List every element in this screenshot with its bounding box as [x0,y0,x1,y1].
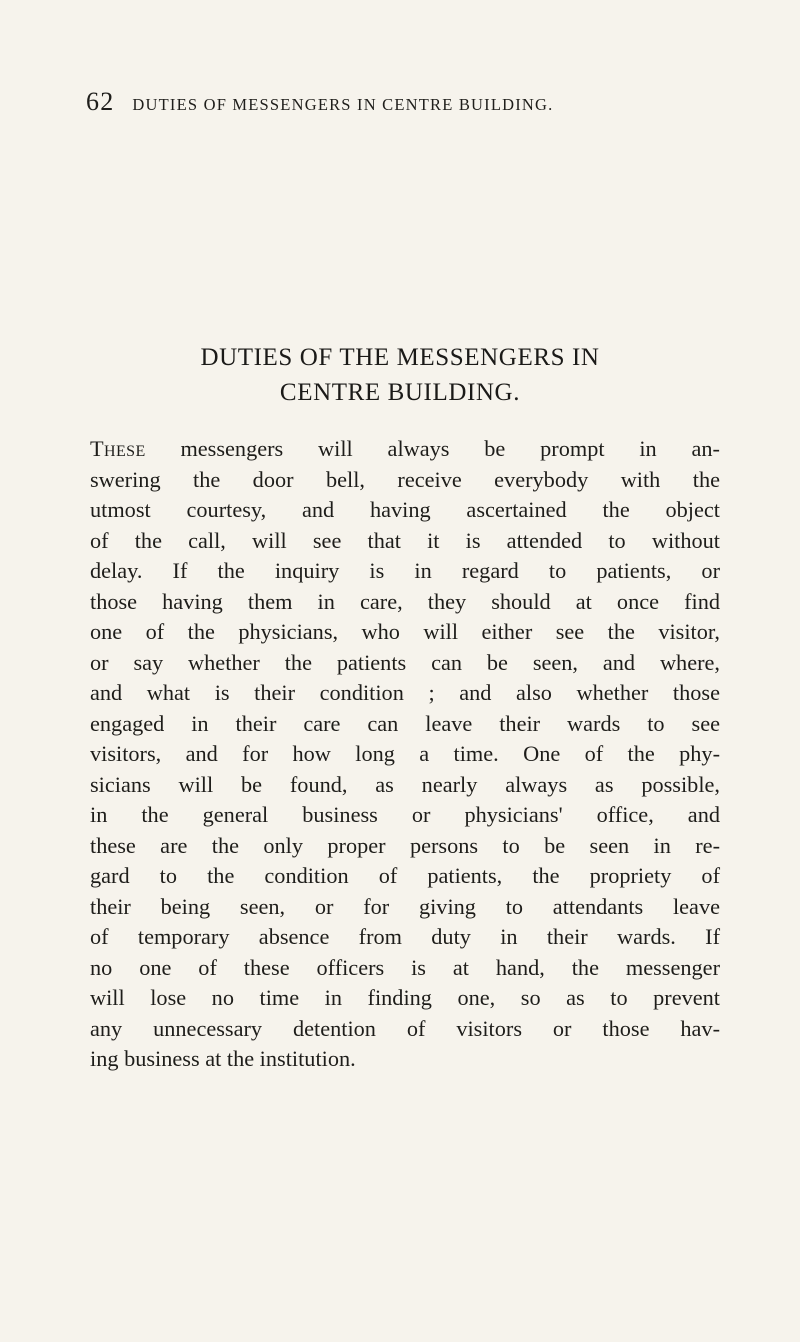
paragraph-line: and what is their condition ; and also whether those [90,680,720,705]
paragraph-line: engaged in their care can leave their wards to see [90,710,720,736]
paragraph-line: utmost courtesy, and having ascertained the object [90,497,720,522]
paragraph-line: any unnecessary detention of visitors or those hav- [90,1015,720,1041]
chapter-heading [120,340,680,410]
paragraph-line [90,434,720,465]
paragraph-line: ing business at the institution. [90,1046,356,1071]
paragraph-line: of temporary absence from duty in their wards. If [90,924,720,949]
page-number: 62 [86,87,115,116]
paragraph-line: will lose no time in finding one, so as to prevent [90,985,720,1010]
paragraph-line: these are the only proper persons to be seen in re- [90,832,720,858]
paragraph-line: those having them in care, they should at once find [90,588,720,614]
paragraph-line: of the call, will see that it is attended to without [90,527,720,553]
paragraph-line: gard to the condition of patients, the propriety of [90,863,720,888]
paragraph-line: in the general business or physicians' office, and [90,802,720,827]
running-title: DUTIES OF MESSENGERS IN CENTRE BUILDING. [132,95,554,114]
body-paragraph [90,434,720,1075]
paragraph-lead-word: These [90,436,146,461]
paragraph-line: or say whether the patients can be seen, and where, [90,649,720,675]
chapter-heading-line-1: DUTIES OF THE MESSENGERS IN [200,344,600,371]
chapter-heading-line-2: CENTRE BUILDING. [279,379,521,406]
running-head [86,89,736,121]
paragraph-line: no one of these officers is at hand, the messenger [90,954,720,980]
paragraph-line: visitors, and for how long a time. One of the phy- [90,741,720,766]
paragraph-line: sicians will be found, as nearly always as possible, [90,771,720,797]
paragraph-first-line-text: messengers will always be prompt in an- [145,436,720,461]
paragraph-line: swering the door bell, receive everybody with the [90,466,720,492]
paragraph-line: one of the physicians, who will either see the visitor, [90,619,720,644]
paragraph-line: their being seen, or for giving to attendants leave [90,893,720,919]
paragraph-line: delay. If the inquiry is in regard to patients, or [90,558,720,583]
